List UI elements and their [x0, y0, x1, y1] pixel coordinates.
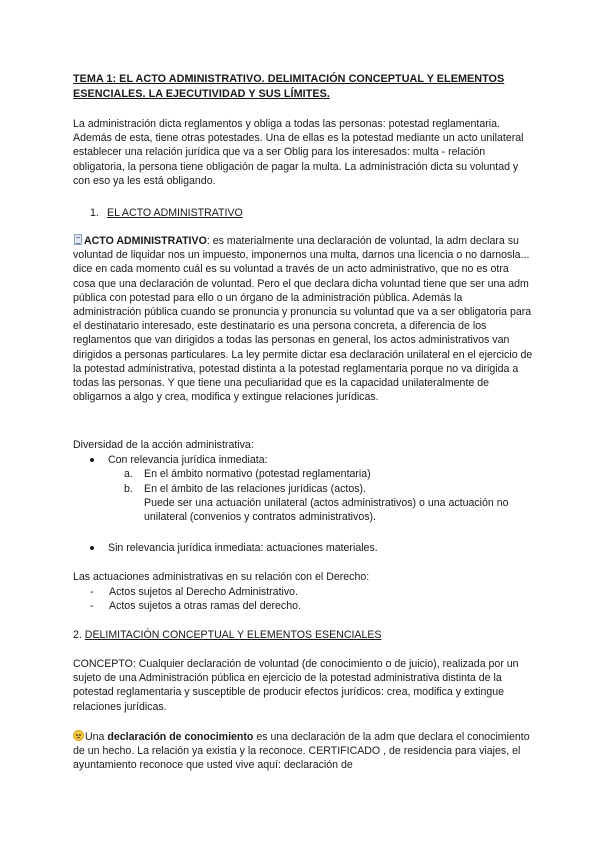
conocimiento-term: declaración de conocimiento — [107, 731, 254, 743]
dash-item-text: Actos sujetos a otras ramas del derecho. — [109, 600, 301, 612]
dash-item — [90, 599, 301, 613]
section-1-number: 1. — [90, 207, 99, 219]
document-icon — [73, 234, 83, 246]
conocimiento-paragraph — [73, 730, 533, 773]
bullet-dot — [90, 458, 94, 462]
concepto-paragraph: CONCEPTO: Cualquier declaración de voluntad (de conocimiento o de juicio), realizada por un sujeto de una Administración pública en ejercicio de la potestad administrativa distinta de la potestad reglamentaria y susceptible de producir efectos jurídicos: crea, modifica y extingue relaciones jurídicas. — [73, 658, 519, 713]
conocimiento-text: es una declaración de la adm que declara el conocimiento de un hecho. La relación ya existía y la reconoce. CERTIFICADO , de residencia para viajes, el ayuntamiento reconoce que usted vive aquí: declaración de — [73, 731, 530, 772]
sub-item-text: En el ámbito normativo (potestad reglamentaria) — [144, 468, 371, 480]
dash-marker: - — [90, 586, 94, 598]
dash-marker: - — [90, 600, 94, 612]
dash-item-text: Actos sujetos al Derecho Administrativo. — [109, 586, 299, 598]
dash-item — [90, 585, 298, 599]
sub-item-a — [124, 467, 371, 481]
section-1-title: EL ACTO ADMINISTRATIVO — [107, 207, 243, 219]
diversidad-heading: Diversidad de la acción administrativa: — [73, 439, 254, 451]
acto-term: ACTO ADMINISTRATIVO — [84, 235, 207, 247]
section-2-heading — [73, 628, 382, 642]
section-2-title: DELIMITACIÓN CONCEPTUAL Y ELEMENTOS ESENCIALES — [84, 629, 382, 641]
bullet-text: Sin relevancia jurídica inmediata: actuaciones materiales. — [108, 542, 378, 554]
acto-text: : es materialmente una declaración de voluntad, la adm declara su voluntad de liquidar nos un impuesto, imponernos una multa, darnos una licencia o no darnosla... dice en cada momento cuál es su voluntad a través de un acto administrativo, que no es otra cosa que una declaración de voluntad. Pero el que declara dicha voluntad tiene que ser una adm pública con potestad para ello o un órgano de la administración pública. Además la administración pública cuando se pronuncia y pronuncia su voluntad que va a ser obligatoria para el destinatario interesado, este destinatario es una persona concreta, a diferencia de los reglamentos que van dirigidos a todas las personas en general, los actos administrativos van dirigidos a personas particulares. La ley permite dictar esa declaración unilateral en el ejercicio de la potestad administrativa, potestad distinta a la potestad reglamentaria porque no va dirigida a todas las personas. Y que tiene una peculiaridad que es la capacidad unilateralmente de obligarnos a algo y crea, modifica y extingue relaciones jurídicas. — [73, 235, 533, 404]
sub-item-label: a. — [124, 468, 133, 480]
intro-paragraph: La administración dicta reglamentos y obliga a todas las personas: potestad reglamentaria. Además de esta, tiene otras potestades. Una de ellas es la potestad mediante un acto unilateral establecer una relación jurídica que va a ser Oblig para los interesados: multa - relación obligatoria, la persona tiene obligación de pagar la multa. La administración dicta su voluntad y con eso ya les está obligando. — [73, 118, 524, 187]
sub-item-b — [124, 482, 366, 496]
bullet-text: Con relevancia jurídica inmediata: — [108, 454, 268, 466]
sub-item-text: En el ámbito de las relaciones jurídicas (actos). — [144, 483, 366, 495]
section-2-number: 2. — [73, 629, 82, 641]
actuaciones-heading: Las actuaciones administrativas en su relación con el Derecho: — [73, 571, 370, 583]
section-1-heading — [90, 206, 243, 220]
conocimiento-lead: Una — [85, 731, 108, 743]
acto-paragraph — [73, 234, 533, 404]
page-title: TEMA 1: EL ACTO ADMINISTRATIVO. DELIMITACIÓN CONCEPTUAL Y ELEMENTOS ESENCIALES. LA EJECUTIVIDAD Y SUS LÍMITES. — [73, 73, 505, 100]
sub-item-b-continuation: Puede ser una actuación unilateral (actos administrativos) o una actuación no unilateral (convenios y contratos administrativos). — [144, 497, 509, 524]
bullet-dot — [90, 546, 94, 550]
sub-item-label: b. — [124, 483, 133, 495]
thinking-face-icon — [73, 730, 84, 741]
